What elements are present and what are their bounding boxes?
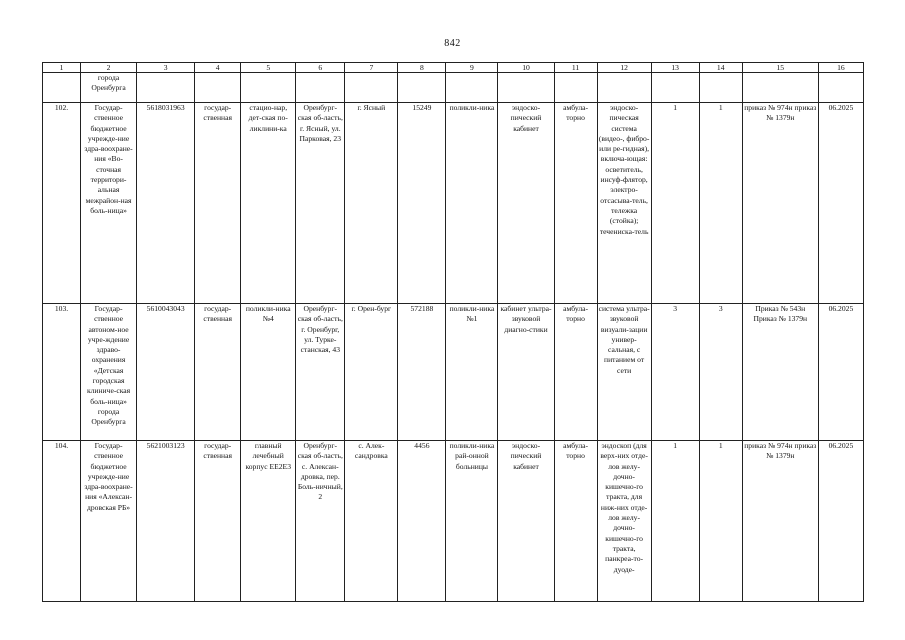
order-reference: приказ № 974н приказ № 1379н xyxy=(742,441,818,602)
care-type: амбула-торно xyxy=(554,304,597,441)
table-cell xyxy=(43,73,81,103)
header-row xyxy=(43,63,864,73)
order-reference: приказ № 974н приказ № 1379н xyxy=(742,103,818,304)
locality: г. Ясный xyxy=(345,103,398,304)
col-header: 16 xyxy=(818,63,863,73)
table-cell xyxy=(345,73,398,103)
quantity-planned: 3 xyxy=(699,304,742,441)
col-header: 12 xyxy=(597,63,651,73)
table-cell xyxy=(296,73,345,103)
col-header: 11 xyxy=(554,63,597,73)
address: Оренбург-ская об-ласть, с. Алексан-дровка, пер. Боль-ничный, 2 xyxy=(296,441,345,602)
address: Оренбург-ская об-ласть, г. Ясный, ул. Парковая, 23 xyxy=(296,103,345,304)
col-header: 2 xyxy=(81,63,137,73)
quantity-planned: 1 xyxy=(699,441,742,602)
order-reference: Приказ № 543н Приказ № 1379н xyxy=(742,304,818,441)
table-row xyxy=(43,441,864,602)
profile: поликли-ника №1 xyxy=(446,304,498,441)
quantity-planned: 1 xyxy=(699,103,742,304)
equipment: эндоско-пическая система (видео-, фибро-или ре-гидная), включа-ющая: осветитель, инсуф-флятор, электро-отсасыва-тель, тележка (стойка); течениска-тель xyxy=(597,103,651,304)
okato-code: 15249 xyxy=(398,103,446,304)
ownership-form: государ-ственная xyxy=(195,441,241,602)
equipment: система ультра-звуковой визуали-зации универ-сальная, с питанием от сети xyxy=(597,304,651,441)
col-header: 4 xyxy=(195,63,241,73)
table-row xyxy=(43,103,864,304)
locality: с. Алек-сандровка xyxy=(345,441,398,602)
cabinet: эндоско-пический кабинет xyxy=(498,441,554,602)
continuation-row xyxy=(43,73,864,103)
col-header: 8 xyxy=(398,63,446,73)
table-cell xyxy=(241,73,296,103)
okato-code: 4456 xyxy=(398,441,446,602)
equipment-table xyxy=(42,62,864,602)
org-code: 5621003123 xyxy=(137,441,195,602)
locality: г. Орен-бург xyxy=(345,304,398,441)
org-code: 5618031963 xyxy=(137,103,195,304)
col-header: 10 xyxy=(498,63,554,73)
delivery-date: 06.2025 xyxy=(818,441,863,602)
col-header: 3 xyxy=(137,63,195,73)
table-cell xyxy=(446,73,498,103)
delivery-date: 06.2025 xyxy=(818,304,863,441)
quantity-required: 1 xyxy=(651,441,699,602)
department: главный лечебный корпус ЕЕ2Е3 xyxy=(241,441,296,602)
profile: поликли-ника рай-онной больницы xyxy=(446,441,498,602)
table-cell xyxy=(818,73,863,103)
table-cell xyxy=(398,73,446,103)
col-header: 15 xyxy=(742,63,818,73)
address: Оренбург-ская об-ласть, г. Оренбург, ул. Турке-станская, 43 xyxy=(296,304,345,441)
col-header: 9 xyxy=(446,63,498,73)
table-cell xyxy=(137,73,195,103)
table-cell xyxy=(498,73,554,103)
col-header: 14 xyxy=(699,63,742,73)
col-header: 7 xyxy=(345,63,398,73)
col-header: 5 xyxy=(241,63,296,73)
delivery-date: 06.2025 xyxy=(818,103,863,304)
row-number: 104. xyxy=(43,441,81,602)
ownership-form: государ-ственная xyxy=(195,103,241,304)
table-cell xyxy=(699,73,742,103)
quantity-required: 1 xyxy=(651,103,699,304)
col-header: 6 xyxy=(296,63,345,73)
organization-name: Государ-ственное бюджетное учрежде-ние здра-воохране-ния «Алексан-дровская РБ» xyxy=(81,441,137,602)
quantity-required: 3 xyxy=(651,304,699,441)
table-cell xyxy=(651,73,699,103)
cabinet: эндоско-пический кабинет xyxy=(498,103,554,304)
organization-name: Государ-ственное бюджетное учрежде-ние здра-воохране-ния «Во-сточная территори-альная межрайон-ная боль-ница» xyxy=(81,103,137,304)
profile: поликли-ника xyxy=(446,103,498,304)
table-cell xyxy=(742,73,818,103)
page-number: 842 xyxy=(444,38,461,49)
care-type: амбула-торно xyxy=(554,103,597,304)
org-code: 5610043043 xyxy=(137,304,195,441)
department: поликли-ника №4 xyxy=(241,304,296,441)
care-type: амбула-торно xyxy=(554,441,597,602)
row-number: 102. xyxy=(43,103,81,304)
col-header: 13 xyxy=(651,63,699,73)
equipment: эндоскоп (для верх-них отде-лов желу-дочно-кишечно-го тракта, для ниж-них отде-лов желу-дочно-кишечно-го тракта, панкреа-то-дуоде- xyxy=(597,441,651,602)
cabinet: кабинет ультра-звуковой диагно-стики xyxy=(498,304,554,441)
table-row xyxy=(43,304,864,441)
organization-name: Государ-ственное автоном-ное учре-ждение здраво-охранения «Детская городская клиниче-ская боль-ница» города Оренбурга xyxy=(81,304,137,441)
department: стацио-нар, дет-ская по-ликлини-ка xyxy=(241,103,296,304)
col-header: 1 xyxy=(43,63,81,73)
table-cell xyxy=(597,73,651,103)
ownership-form: государ-ственная xyxy=(195,304,241,441)
row-number: 103. xyxy=(43,304,81,441)
org-continuation: города Оренбурга xyxy=(81,73,137,103)
table-cell xyxy=(195,73,241,103)
table-cell xyxy=(554,73,597,103)
okato-code: 572188 xyxy=(398,304,446,441)
